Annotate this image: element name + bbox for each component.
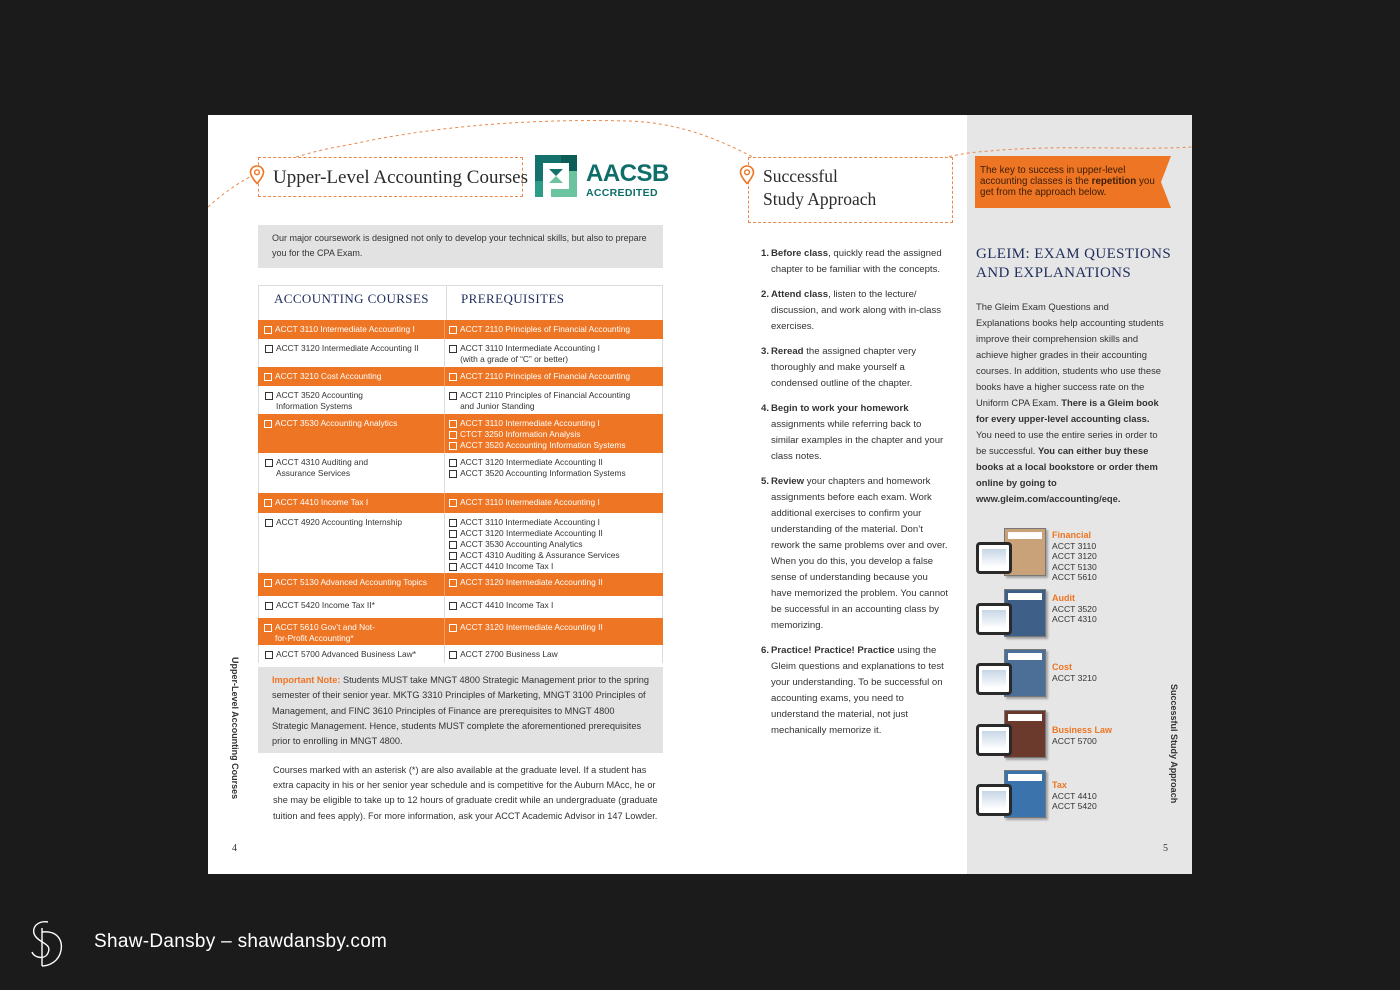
prereq-line: and Junior Standing	[460, 401, 535, 411]
book-label	[1052, 662, 1097, 683]
course-cell	[259, 339, 445, 367]
page-number-right: 5	[1163, 843, 1168, 854]
course-cell	[258, 618, 445, 645]
course-cell	[259, 386, 445, 414]
page-number-left: 4	[232, 843, 237, 854]
vertical-label-left: Upper-Level Accounting Courses	[230, 657, 240, 800]
course-line: ACCT 5700 Advanced Business Law*	[276, 649, 444, 660]
aacsb-logo	[535, 155, 669, 199]
study-step	[761, 287, 951, 335]
course-cell	[259, 513, 445, 573]
book-course: ACCT 3520	[1052, 603, 1097, 614]
study-step	[761, 643, 951, 739]
step-text: Reread the assigned chapter very thoroughly and make yourself a condensed outline of the chapter.	[771, 346, 917, 389]
course-cell	[259, 596, 445, 618]
step-number: 2.	[761, 289, 770, 300]
course-line: for-Profit Accounting*	[275, 633, 354, 643]
book-cover-image	[976, 770, 1056, 822]
course-line: ACCT 3210 Cost Accounting	[275, 371, 444, 382]
book-category: Business Law	[1052, 725, 1113, 735]
prereq-line: ACCT 4310 Auditing & Assurance Services	[460, 550, 662, 561]
book-course: ACCT 4310	[1052, 614, 1097, 624]
table-row	[258, 320, 663, 339]
course-cell	[258, 573, 445, 596]
step-text: Begin to work your homework assignments while referring back to similar examples in the chapter and your class notes.	[771, 403, 944, 462]
tablet-icon	[976, 663, 1012, 695]
book-label	[1052, 725, 1112, 746]
banner-text: The key to success in upper-level accounting classes is the repetition you get from the approach below.	[980, 165, 1155, 198]
prereq-line: ACCT 3520 Accounting Information Systems	[460, 468, 662, 479]
header-courses: ACCOUNTING COURSES	[274, 291, 429, 306]
course-table	[258, 285, 663, 663]
prereq-line: ACCT 3120 Intermediate Accounting II	[460, 457, 662, 468]
book-category: Cost	[1052, 662, 1072, 672]
prereq-cell	[445, 339, 662, 367]
course-line: ACCT 3520 Accounting	[276, 390, 444, 401]
step-text: Attend class, listen to the lecture/ discussion, and work along with in-class exercises.	[771, 289, 942, 332]
aacsb-wordmark: AACSB	[586, 160, 669, 187]
location-pin-icon	[249, 165, 265, 185]
prereq-line: ACCT 3530 Accounting Analytics	[460, 539, 662, 550]
study-step	[761, 344, 951, 392]
prereq-cell	[445, 493, 663, 513]
book-cover-image	[976, 589, 1056, 641]
prereq-line: ACCT 2110 Principles of Financial Accounting	[460, 324, 663, 335]
table-row	[258, 513, 663, 573]
tablet-icon	[976, 603, 1012, 635]
book-course: ACCT 5130	[1052, 561, 1097, 572]
book-course: ACCT 4410	[1052, 790, 1097, 801]
gleim-description: The Gleim Exam Questions and Explanations books help accounting students improve their comprehension skills and achieve higher grades in their accounting courses. In addition, students who use these books have a higher success rate on the Uniform CPA Exam. There is a Gleim book for every upper-level accounting class. You need to use the entire series in order to be successful. You can either buy these books at a local bookstore or order them online by going to www.gleim.com/accounting/eqe.	[976, 301, 1164, 504]
course-line: Information Systems	[276, 401, 353, 411]
table-row	[258, 618, 663, 645]
note-label: Important Note:	[272, 675, 341, 685]
book-label	[1052, 593, 1097, 625]
step-number: 6.	[761, 645, 770, 656]
prereq-cell	[445, 596, 662, 618]
book-label	[1052, 530, 1097, 583]
prereq-line: ACCT 3110 Intermediate Accounting I	[460, 418, 663, 429]
course-line: ACCT 5420 Income Tax II*	[276, 600, 444, 611]
table-row	[258, 596, 663, 618]
course-cell	[258, 414, 445, 453]
prereq-line: (with a grade of “C” or better)	[460, 354, 569, 364]
table-row	[258, 367, 663, 386]
gleim-heading: GLEIM: EXAM QUESTIONS AND EXPLANATIONS	[976, 246, 1172, 281]
book-category: Financial	[1052, 530, 1092, 540]
title-line-1: Successful	[763, 166, 838, 186]
prereq-cell	[445, 320, 663, 339]
course-cell	[259, 645, 445, 663]
course-line: ACCT 5130 Advanced Accounting Topics	[275, 577, 444, 588]
prereq-line: CTCT 3250 Information Analysis	[460, 429, 663, 440]
graduate-note: Courses marked with an asterisk (*) are also available at the graduate level. If a student has extra capacity in his or her senior year schedule and is competitive for the Auburn MAcc, he or she may be eligible to take up to 12 hours of graduate credit while an undergraduate (graduate tuition and fees apply). For more information, ask your ACCT Academic Advisor in 147 Lowder.	[273, 765, 658, 821]
aacsb-subline: ACCREDITED	[586, 187, 658, 199]
course-line: ACCT 5610 Gov’t and Not-	[275, 622, 444, 633]
prereq-line: ACCT 3120 Intermediate Accounting II	[460, 577, 663, 588]
note-text: Students MUST take MNGT 4800 Strategic Management prior to the spring semester of their senior year. MKTG 3310 Principles of Marketing, MNGT 3100 Principles of Management, and FINC 3610 Principles of Finance are prerequisites to MNGT 4800 Strategic Management. Hence, students MUST complete the aforementioned prerequisites prior to enrolling in MNGT 4800.	[272, 675, 650, 747]
prereq-line: ACCT 2110 Principles of Financial Accounting	[460, 390, 662, 401]
prereq-cell	[445, 513, 662, 573]
study-step	[761, 401, 951, 465]
table-row	[258, 339, 663, 367]
prereq-cell	[445, 367, 663, 386]
course-line: ACCT 3530 Accounting Analytics	[275, 418, 444, 429]
book-cover-image	[976, 649, 1056, 701]
footer-credit: Shaw-Dansby – shawdansby.com	[94, 931, 388, 952]
book-category: Tax	[1052, 780, 1067, 790]
location-pin-icon	[739, 165, 755, 185]
step-text: Review your chapters and homework assignments before each exam. Work additional exercises to confirm your understanding of the material. Don’t rework the same problems over and over. When you do this, you develop a false sense of understanding because you have memorized the problem. You cannot be successful in an accounting class by memorizing.	[771, 476, 949, 631]
table-header	[258, 285, 663, 320]
prereq-line: ACCT 3120 Intermediate Accounting II	[460, 622, 663, 633]
prereq-cell	[445, 645, 662, 663]
book-label	[1052, 780, 1097, 812]
key-to-success-banner	[975, 156, 1171, 208]
prereq-line: ACCT 3110 Intermediate Accounting I	[460, 343, 662, 354]
prereq-line: ACCT 2110 Principles of Financial Accounting	[460, 371, 663, 382]
course-line: Assurance Services	[276, 468, 351, 478]
course-line: ACCT 4410 Income Tax I	[275, 497, 444, 508]
course-line: ACCT 4920 Accounting Internship	[276, 517, 444, 528]
book-course: ACCT 3110	[1052, 540, 1097, 551]
book-course: ACCT 3120	[1052, 551, 1097, 561]
tablet-icon	[976, 542, 1012, 574]
study-steps-list	[761, 246, 951, 748]
course-cell	[258, 493, 445, 513]
book-course: ACCT 5610	[1052, 572, 1097, 582]
book-course: ACCT 5700	[1052, 735, 1097, 746]
prereq-cell	[445, 414, 663, 453]
prereq-line: ACCT 4410 Income Tax I	[460, 600, 662, 611]
course-cell	[259, 453, 445, 493]
important-note-box	[258, 667, 663, 753]
aacsb-mark-icon	[535, 155, 577, 197]
course-cell	[258, 367, 445, 386]
prereq-line: ACCT 2700 Business Law	[460, 649, 662, 660]
step-text: Practice! Practice! Practice using the Gleim questions and explanations to test your understanding. To be successful on accounting exams, you need to understand the material, not just mechanically memorize it.	[771, 645, 944, 736]
table-row	[258, 414, 663, 453]
tablet-icon	[976, 784, 1012, 816]
book-category: Audit	[1052, 593, 1075, 603]
prereq-line: ACCT 3110 Intermediate Accounting I	[460, 497, 663, 508]
prereq-line: ACCT 3110 Intermediate Accounting I	[460, 517, 662, 528]
table-row	[258, 386, 663, 414]
tablet-icon	[976, 724, 1012, 756]
course-line: ACCT 3110 Intermediate Accounting I	[275, 324, 444, 335]
step-number: 5.	[761, 476, 770, 487]
study-step	[761, 474, 951, 634]
course-line: ACCT 3120 Intermediate Accounting II	[276, 343, 444, 354]
vertical-label-right: Successful Study Approach	[1169, 684, 1179, 804]
prereq-cell	[445, 573, 663, 596]
step-number: 1.	[761, 248, 770, 259]
page-title-right	[763, 165, 876, 211]
header-prerequisites: PREREQUISITES	[461, 291, 565, 306]
prereq-cell	[445, 453, 662, 493]
book-cover-image	[976, 710, 1056, 762]
intro-box: Our major coursework is designed not only to develop your technical skills, but also to prepare you for the CPA Exam.	[258, 225, 663, 268]
title-line-2: Study Approach	[763, 189, 877, 209]
prereq-line: ACCT 3520 Accounting Information Systems	[460, 440, 663, 451]
table-row	[258, 573, 663, 596]
book-cover-image	[976, 528, 1056, 580]
course-cell	[258, 320, 445, 339]
table-body	[258, 320, 663, 663]
course-line: ACCT 4310 Auditing and	[276, 457, 444, 468]
brochure-spread	[208, 115, 1192, 874]
prereq-line: ACCT 3120 Intermediate Accounting II	[460, 528, 662, 539]
book-course: ACCT 3210	[1052, 672, 1097, 683]
page-title-left: Upper-Level Accounting Courses	[273, 167, 528, 188]
table-row	[258, 453, 663, 493]
study-step	[761, 246, 951, 278]
prereq-cell	[445, 386, 662, 414]
step-text: Before class, quickly read the assigned chapter to be familiar with the concepts.	[771, 248, 942, 275]
prereq-cell	[445, 618, 663, 645]
prereq-line: ACCT 4410 Income Tax I	[460, 561, 662, 572]
table-row	[258, 645, 663, 663]
studio-monogram-icon	[26, 918, 66, 970]
table-row	[258, 493, 663, 513]
step-number: 3.	[761, 346, 770, 357]
step-number: 4.	[761, 403, 770, 414]
book-course: ACCT 5420	[1052, 801, 1097, 811]
